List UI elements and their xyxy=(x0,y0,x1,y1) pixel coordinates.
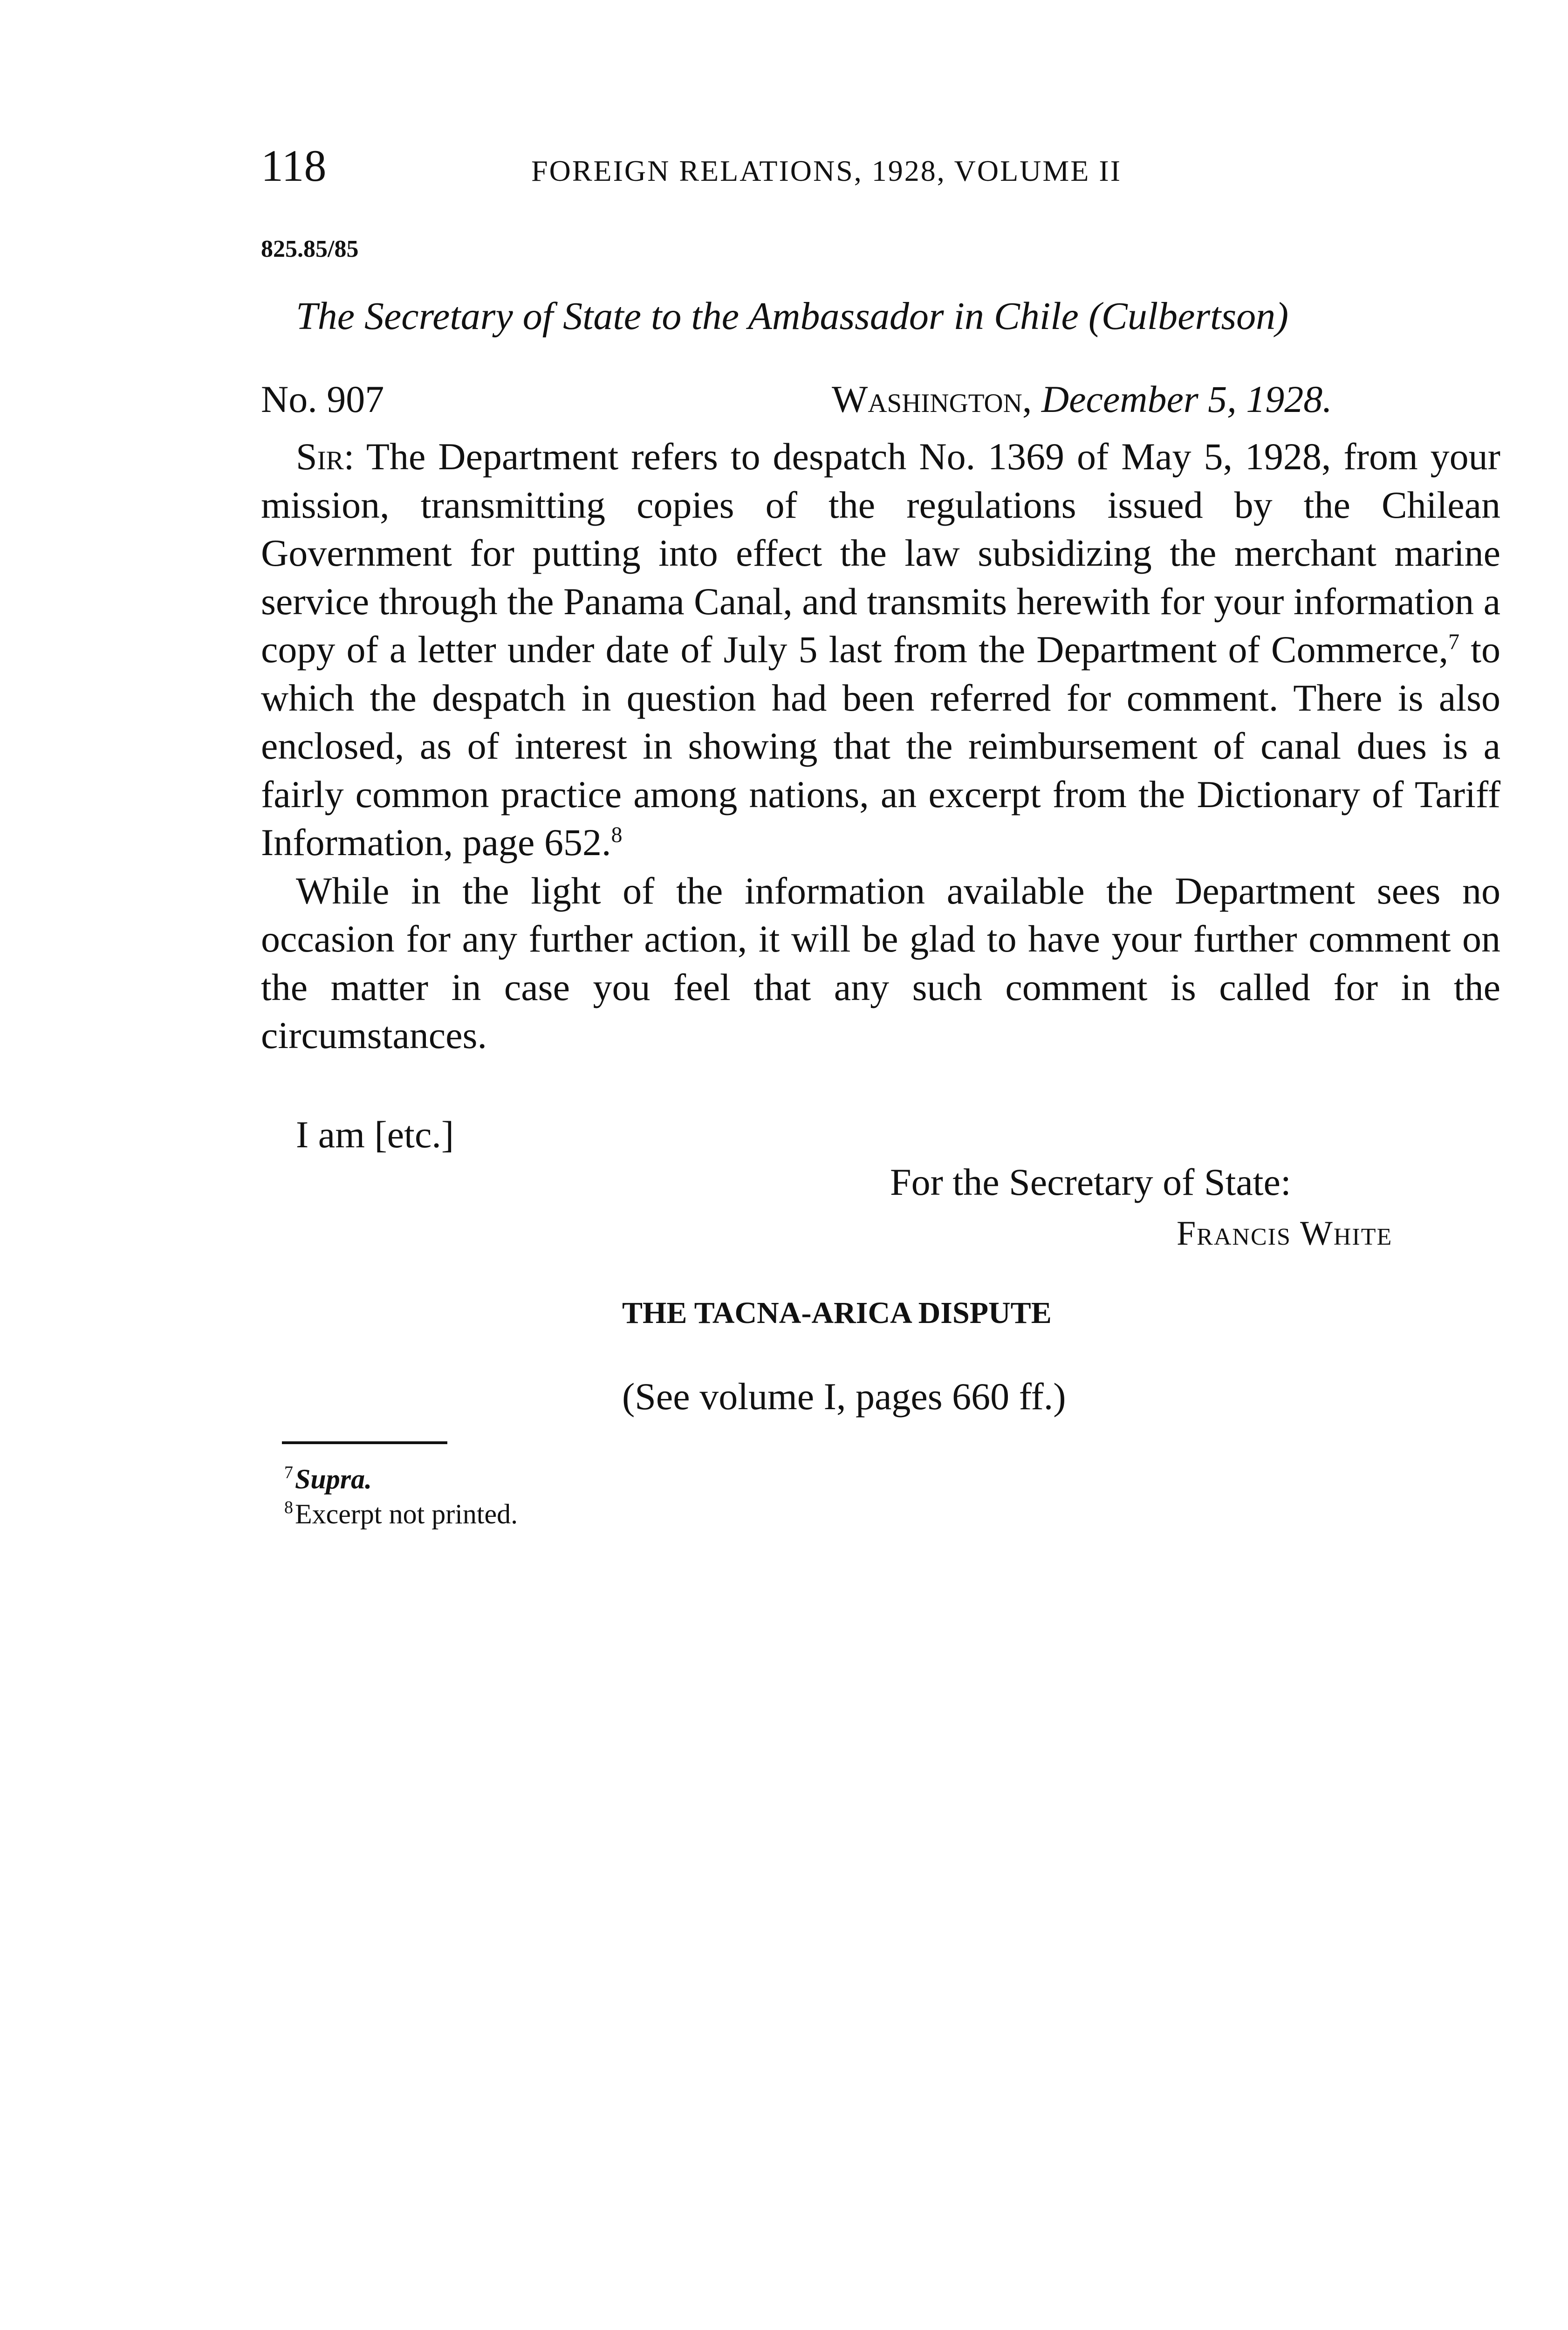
signer-name: Francis White xyxy=(1177,1214,1393,1253)
place: Washington, xyxy=(832,378,1032,420)
footnote xyxy=(284,1463,372,1495)
paragraph-1-part-1: : The Department refers to despatch No. 1369 of May 5, 1928, from your mission, transmitting copies of the regulations issued by the Chilean Government for putting into effect the law subsidizing the merchant marine service through the Panama Canal, and transmits herewith for your information a copy of a letter under date of July 5 last from the Department of Commerce, xyxy=(261,435,1500,671)
footnote-reference: 8 xyxy=(611,822,623,847)
footnote-divider xyxy=(282,1441,447,1444)
file-number: 825.85/85 xyxy=(261,236,359,262)
footnote-text: Supra. xyxy=(295,1464,372,1494)
date: December 5, 1928. xyxy=(1041,378,1332,420)
letter-body xyxy=(261,432,1500,1060)
page-number: 118 xyxy=(261,141,327,191)
closing: I am [etc.] xyxy=(296,1113,454,1156)
paragraph-1-part-2: to which the despatch in question had been referred for comment. There is also enclosed, as of interest in showing that the reimbursement of canal dues is a fairly common practice among nations, an excerpt from the Dictionary of Tariff Information, page 652. xyxy=(261,628,1500,863)
paragraph-1 xyxy=(261,432,1500,867)
footnote-mark: 7 xyxy=(284,1463,293,1482)
cross-reference: (See volume I, pages 660 ff.) xyxy=(622,1375,1066,1418)
salutation: Sir xyxy=(296,435,344,478)
paragraph-2: While in the light of the information available the Department sees no occasion for any further action, it will be glad to have your further comment on the matter in case you feel that any such comment is called for in the circumstances. xyxy=(261,869,1500,1056)
section-heading: THE TACNA-ARICA DISPUTE xyxy=(622,1296,1052,1330)
footnote-mark: 8 xyxy=(284,1498,293,1517)
footnote xyxy=(284,1498,518,1530)
place-and-date xyxy=(832,377,1332,421)
footnote-reference: 7 xyxy=(1448,630,1460,654)
footnote-text: Excerpt not printed. xyxy=(295,1499,518,1529)
running-head: FOREIGN RELATIONS, 1928, VOLUME II xyxy=(531,154,1122,187)
signature-line: For the Secretary of State: xyxy=(890,1161,1291,1203)
document-heading: The Secretary of State to the Ambassador in Chile (Culbertson) xyxy=(296,295,1289,338)
document-number: No. 907 xyxy=(261,378,384,420)
